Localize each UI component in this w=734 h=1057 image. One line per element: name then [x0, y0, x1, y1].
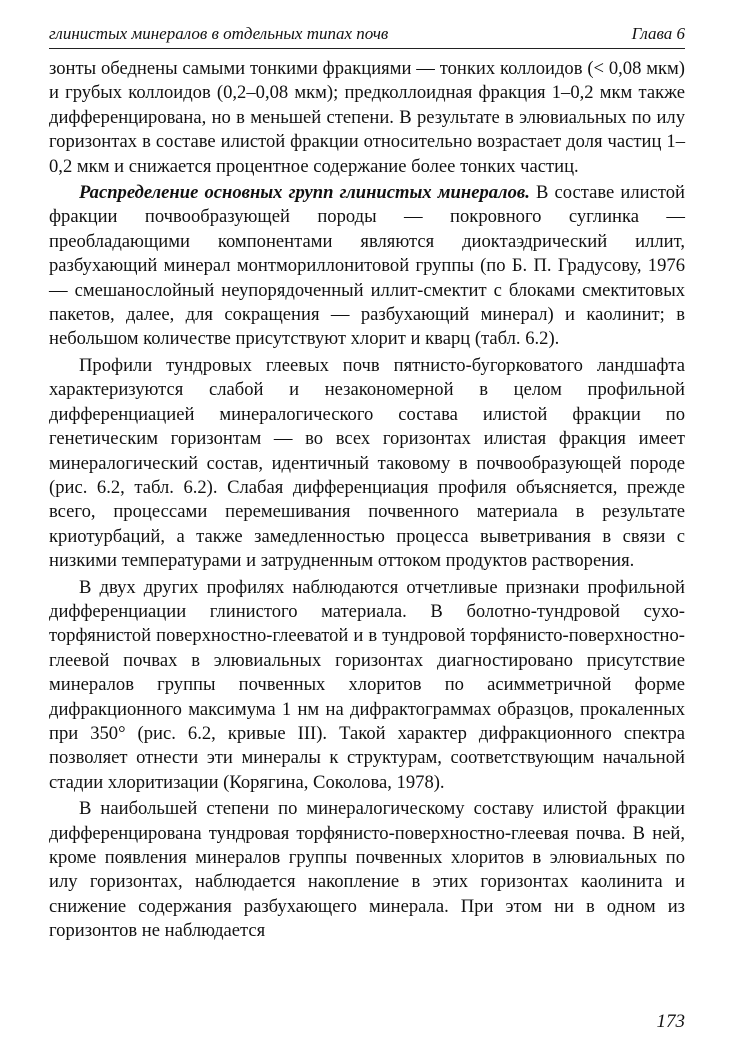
paragraph-3 [49, 354, 685, 574]
paragraph-1-text: зонты обеднены самыми тонкими фракциями — тонких коллоидов (< 0,08 мкм) и грубых коллоидов (0,2–0,08 мкм); предколлоидная фракция 1–0,2 мкм также дифференцирована, но в меньшей степени. В результате в элювиальных по илу горизонтах в составе илистой фракции относительно возрастает доля частиц 1–0,2 мкм и снижается процентное содержание более тонких частиц. [49, 58, 685, 177]
paragraph-1 [49, 57, 685, 179]
running-head [49, 22, 685, 49]
body-text [49, 57, 685, 944]
page-number: 173 [656, 1011, 685, 1032]
paragraph-4-text: В двух других профилях наблюдаются отчетливые признаки профильной дифференциации глинистого материала. В болотно-тундровой сухо-торфянистой поверхностно-глееватой и в тундровой торфянисто-поверхностно-глеевой почвах в элювиальных горизонтах диагностировано присутствие минералов группы почвенных хлоритов по асимметричной форме дифракционного максимума 1 нм на дифрактограммах образцов, прокаленных при 350° (рис. 6.2, кривые III). Такой характер дифракционного спектра позволяет отнести эти минералы к структурам, соответствующим начальной стадии хлоритизации (Корягина, Соколова, 1978). [49, 576, 685, 793]
section-lead-heading: Распределение основных групп глинистых минералов. [79, 182, 530, 204]
paragraph-5-text: В наибольшей степени по минералогическому составу илистой фракции дифференцирована тундровая торфянисто-поверхностно-глеевая почва. В ней, кроме появления минералов группы почвенных хлоритов в элювиальных по илу горизонтах, наблюдается накопление в этих горизонтах каолинита и снижение содержания разбухающего минерала. При этом ни в одном из горизонтов не наблюдается [49, 798, 685, 942]
paragraph-5 [49, 797, 685, 943]
running-head-title: глинистых минералов в отдельных типах почв [49, 24, 389, 43]
paragraph-3-text: Профили тундровых глеевых почв пятнисто-бугорковатого ландшафта характеризуются слабой и незакономерной в целом профильной дифференциацией минералогического состава илистой фракции по генетическим горизонтам — во всех горизонтах илистая фракция имеет минералогический состав, идентичный таковому в почвообразующей породе (рис. 6.2, табл. 6.2). Слабая дифференциация профиля объясняется, прежде всего, процессами перемешивания почвенного материала в результате криотурбаций, а также замедленностью процесса выветривания в связи с низкими температурами и затрудненным оттоком продуктов растворения. [49, 354, 685, 572]
running-head-chapter: Глава 6 [631, 24, 685, 43]
paragraph-4 [49, 576, 685, 796]
paragraph-2-text: В составе илистой фракции почвообразующей породы — покровного суглинка — преобладающими компонентами являются диоктаэдрический иллит, разбухающий минерал монтмориллонитовой группы (по Б. П. Градусову, 1976 — смешанослойный неупорядоченный иллит-смектит с блоками смектитовых пакетов, далее, для сокращения — разбухающий минерал) и каолинит; в небольшом количестве присутствуют хлорит и кварц (табл. 6.2). [49, 182, 685, 350]
page [49, 22, 685, 944]
paragraph-2 [49, 181, 685, 352]
